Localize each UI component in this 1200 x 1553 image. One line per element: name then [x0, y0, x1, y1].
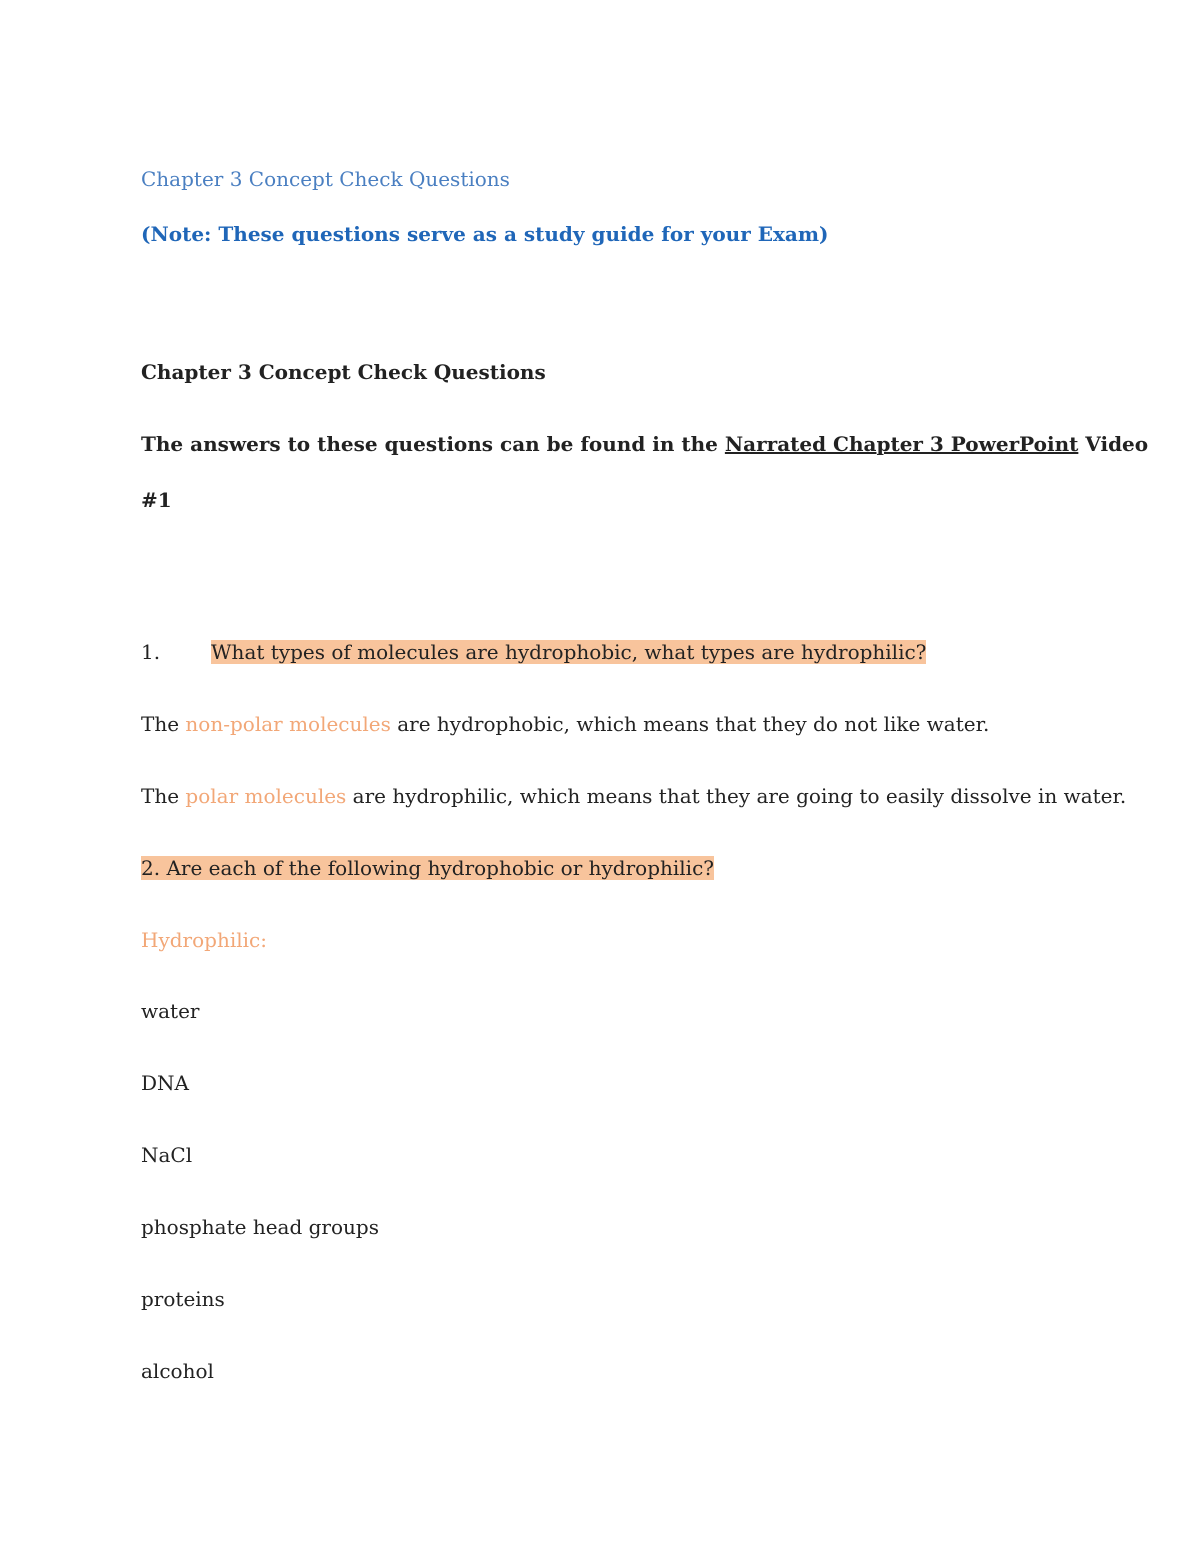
answer-1-line-1: [141, 710, 989, 738]
answer-2-suffix: are hydrophilic, which means that they are going to easily dissolve in water.: [346, 784, 1127, 808]
answer-2-prefix: The: [141, 784, 186, 808]
study-guide-note: (Note: These questions serve as a study guide for your Exam): [141, 222, 829, 246]
polar-term: polar molecules: [185, 784, 347, 808]
answer-1-line-2: [141, 782, 1126, 810]
question-1-text: What types of molecules are hydrophobic, what types are hydrophilic?: [211, 640, 927, 664]
list-item: phosphate head groups: [141, 1215, 379, 1239]
list-item: NaCl: [141, 1143, 193, 1167]
question-1-number: 1.: [141, 640, 161, 664]
hydrophilic-category: Hydrophilic:: [141, 928, 267, 952]
non-polar-term: non-polar molecules: [185, 712, 391, 736]
answer-1-suffix: are hydrophobic, which means that they do not like water.: [390, 712, 990, 736]
document-title: Chapter 3 Concept Check Questions: [141, 167, 510, 191]
list-item: DNA: [141, 1071, 189, 1095]
section-heading: Chapter 3 Concept Check Questions: [141, 360, 546, 384]
list-item: water: [141, 999, 200, 1023]
intro-suffix: Video: [1078, 432, 1149, 456]
answer-1-prefix: The: [141, 712, 186, 736]
question-1: [141, 638, 926, 666]
question-2: [141, 854, 714, 882]
intro-prefix: The answers to these questions can be found in the: [141, 432, 725, 456]
question-2-text: 2. Are each of the following hydrophobic or hydrophilic?: [141, 856, 714, 880]
intro-paragraph-line2: #1: [141, 488, 172, 512]
powerpoint-video-link[interactable]: Narrated Chapter 3 PowerPoint: [724, 432, 1079, 456]
list-item: proteins: [141, 1287, 225, 1311]
intro-paragraph: [141, 430, 1148, 458]
list-item: alcohol: [141, 1359, 214, 1383]
